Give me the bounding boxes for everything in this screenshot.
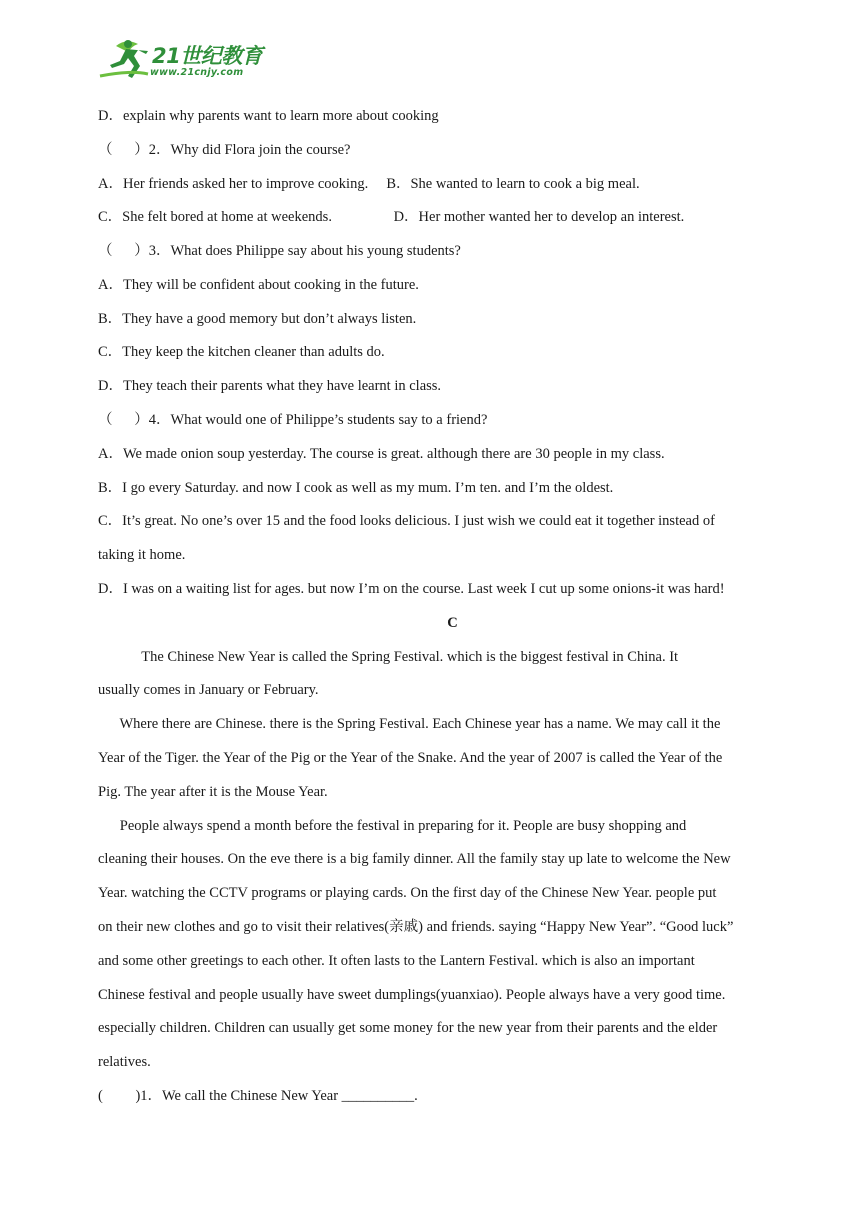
question-4: （ ）4．What would one of Philippe’s students say to a friend? [98,412,488,428]
passage-line-3: Where there are Chinese. there is the Spring Festival. Each Chinese year has a name. We may call it the [98,716,721,732]
passage-line-11: Chinese festival and people usually have sweet dumplings(yuanxiao). People always have a very good time. [98,987,726,1003]
passage-line-10: and some other greetings to each other. It often lasts to the Lantern Festival. which is also an important [98,953,695,969]
question-2: （ ）2．Why did Flora join the course? [98,142,351,158]
question-3: （ ）3．What does Philippe say about his young students? [98,243,461,259]
logo-brand-text: 21世纪教育 [152,44,263,68]
options-2cd: C．She felt bored at home at weekends. D．Her mother wanted her to develop an interest. [98,209,685,225]
passage-line-9: on their new clothes and go to visit their relatives(亲戚) and friends. saying “Happy New Year”. “Good luck” [98,919,734,935]
options-2ab: A．Her friends asked her to improve cooking. B．She wanted to learn to cook a big meal. [98,176,640,192]
option-1d: D．explain why parents want to learn more about cooking [98,108,439,124]
passage-line-5: Pig. The year after it is the Mouse Year. [98,784,328,800]
passage-line-12: especially children. Children can usually get some money for the new year from their parents and the elder [98,1020,718,1036]
option-4c-line1: C．It’s great. No one’s over 15 and the food looks delicious. I just wish we could eat it together instead of [98,513,715,529]
option-3b: B．They have a good memory but don’t always listen. [98,311,417,327]
passage-line-1: The Chinese New Year is called the Spring Festival. which is the biggest festival in China. It [98,649,679,665]
passage-line-4: Year of the Tiger. the Year of the Pig or the Year of the Snake. And the year of 2007 is called the Year of the [98,750,723,766]
option-3d: D．They teach their parents what they have learnt in class. [98,378,442,394]
passage-line-13: relatives. [98,1054,151,1070]
option-3c: C．They keep the kitchen cleaner than adults do. [98,344,385,360]
option-4a: A．We made onion soup yesterday. The course is great. although there are 30 people in my class. [98,446,665,462]
option-4c-line2: taking it home. [98,547,186,563]
option-4b: B．I go every Saturday. and now I cook as well as my mum. I’m ten. and I’m the oldest. [98,480,614,496]
passage-line-8: Year. watching the CCTV programs or playing cards. On the first day of the Chinese New Year. people put [98,885,717,901]
option-4d: D．I was on a waiting list for ages. but now I’m on the course. Last week I cut up some onions-it was hard! [98,581,725,597]
passage-line-7: cleaning their houses. On the eve there is a big family dinner. All the family stay up late to welcome the New [98,851,731,867]
question-c1: ( )1．We call the Chinese New Year __________. [98,1088,418,1104]
section-heading-c: C [447,615,458,631]
passage-line-6: People always spend a month before the festival in preparing for it. People are busy shopping and [98,818,687,834]
logo-url-text: www.21cnjy.com [150,67,244,78]
passage-line-2: usually comes in January or February. [98,682,319,698]
option-3a: A．They will be confident about cooking in the future. [98,277,419,293]
